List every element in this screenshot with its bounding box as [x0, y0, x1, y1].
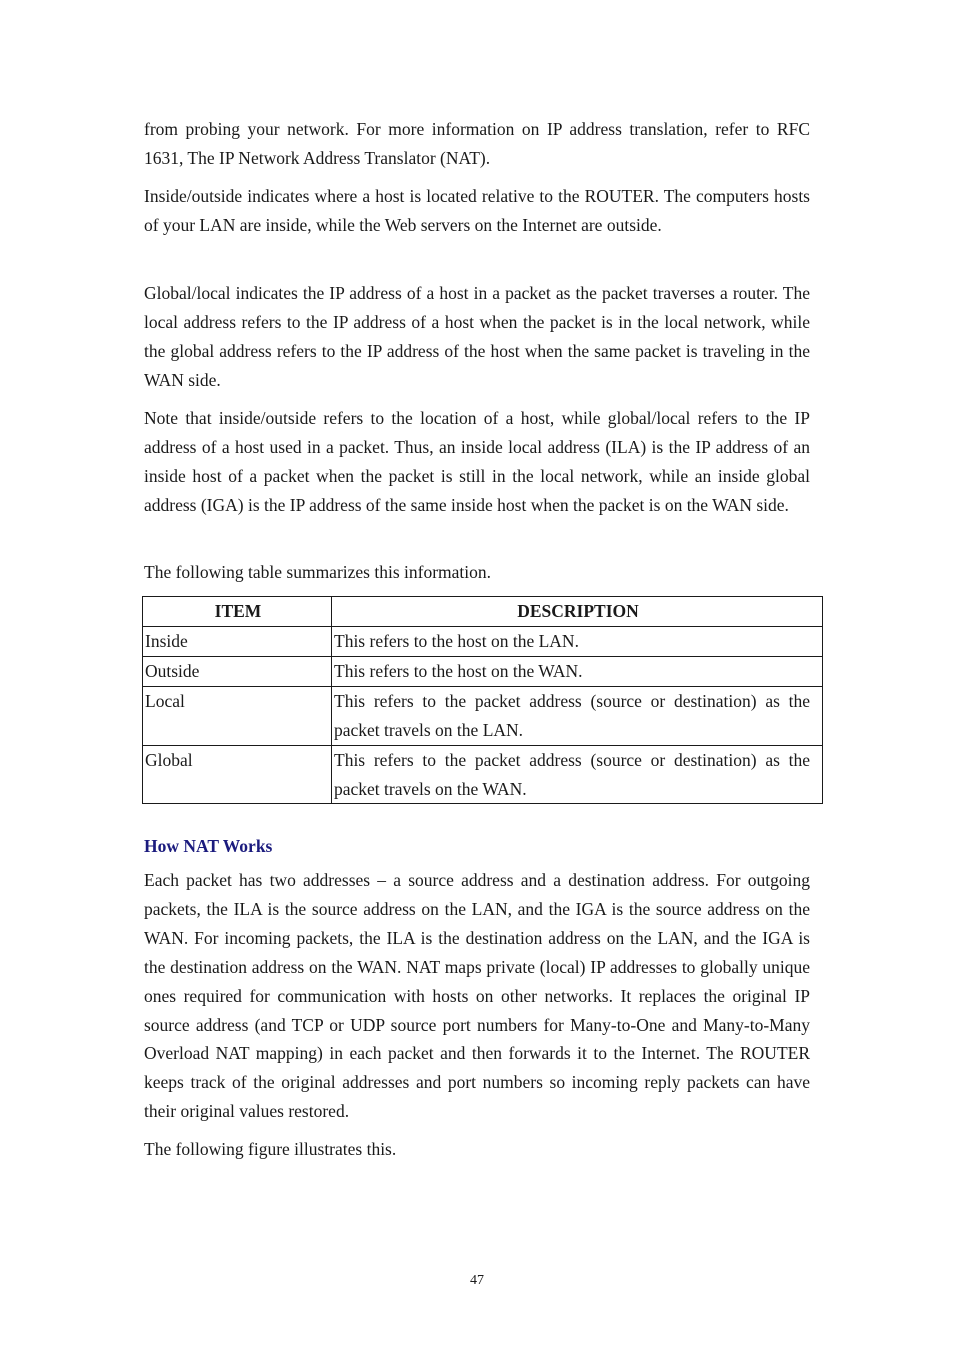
table-header-description: DESCRIPTION [332, 597, 823, 627]
paragraph-nat-intro: from probing your network. For more information on IP address translation, refer to RFC 1631, The IP Network Address Translator (NAT). [144, 119, 810, 168]
paragraph-inside-outside: Inside/outside indicates where a host is located relative to the ROUTER. The computers hosts of your LAN are inside, while the Web servers on the Internet are outside. [144, 186, 810, 235]
table-row [143, 745, 823, 804]
table-cell-item: Local [143, 686, 332, 745]
table-cell-item: Inside [143, 627, 332, 657]
paragraph-how-nat-works: Each packet has two addresses – a source address and a destination address. For outgoing packets, the ILA is the source address on the LAN, and the IGA is the source address on the WAN. For incoming packets, the ILA is the destination address on the LAN, and the IGA is the destination address on the WAN. NAT maps private (local) IP addresses to globally unique ones required for communication with hosts on other networks. It replaces the original IP source address (and TCP or UDP source port numbers for Many-to-One and Many-to-Many Overload NAT mapping) in each packet and then forwards it to the Internet. The ROUTER keeps track of the original addresses and port numbers so incoming reply packets can have their original values restored. [144, 870, 810, 1122]
table-row [143, 686, 823, 745]
table-cell-item: Outside [143, 656, 332, 686]
table-cell-description: This refers to the host on the LAN. [332, 627, 823, 657]
paragraph-global-local: Global/local indicates the IP address of a host in a packet as the packet traverses a router. The local address refers to the IP address of a host when the packet is in the local network, while the global address refers to the IP address of the host when the same packet is traveling in the WAN side. [144, 283, 810, 390]
table-row [143, 656, 823, 686]
table-cell-description: This refers to the packet address (source or destination) as the packet travels on the WAN. [332, 745, 823, 804]
nat-terms-table [142, 596, 823, 804]
paragraph-note: Note that inside/outside refers to the location of a host, while global/local refers to the IP address of a host used in a packet. Thus, an inside local address (ILA) is the IP address of an inside host of a packet when the packet is still in the local network, while an inside global address (IGA) is the IP address of the same inside host when the packet is on the WAN side. [144, 408, 810, 515]
table-cell-item: Global [143, 745, 332, 804]
section-heading: How NAT Works [144, 836, 273, 856]
table-header-row [143, 597, 823, 627]
table-header-item: ITEM [143, 597, 332, 627]
paragraph-table-intro: The following table summarizes this information. [144, 562, 492, 582]
page-number: 47 [470, 1273, 484, 1288]
table-cell-description: This refers to the packet address (source or destination) as the packet travels on the LAN. [332, 686, 823, 745]
table-row [143, 627, 823, 657]
table-cell-description: This refers to the host on the WAN. [332, 656, 823, 686]
paragraph-figure-intro: The following figure illustrates this. [144, 1139, 397, 1159]
